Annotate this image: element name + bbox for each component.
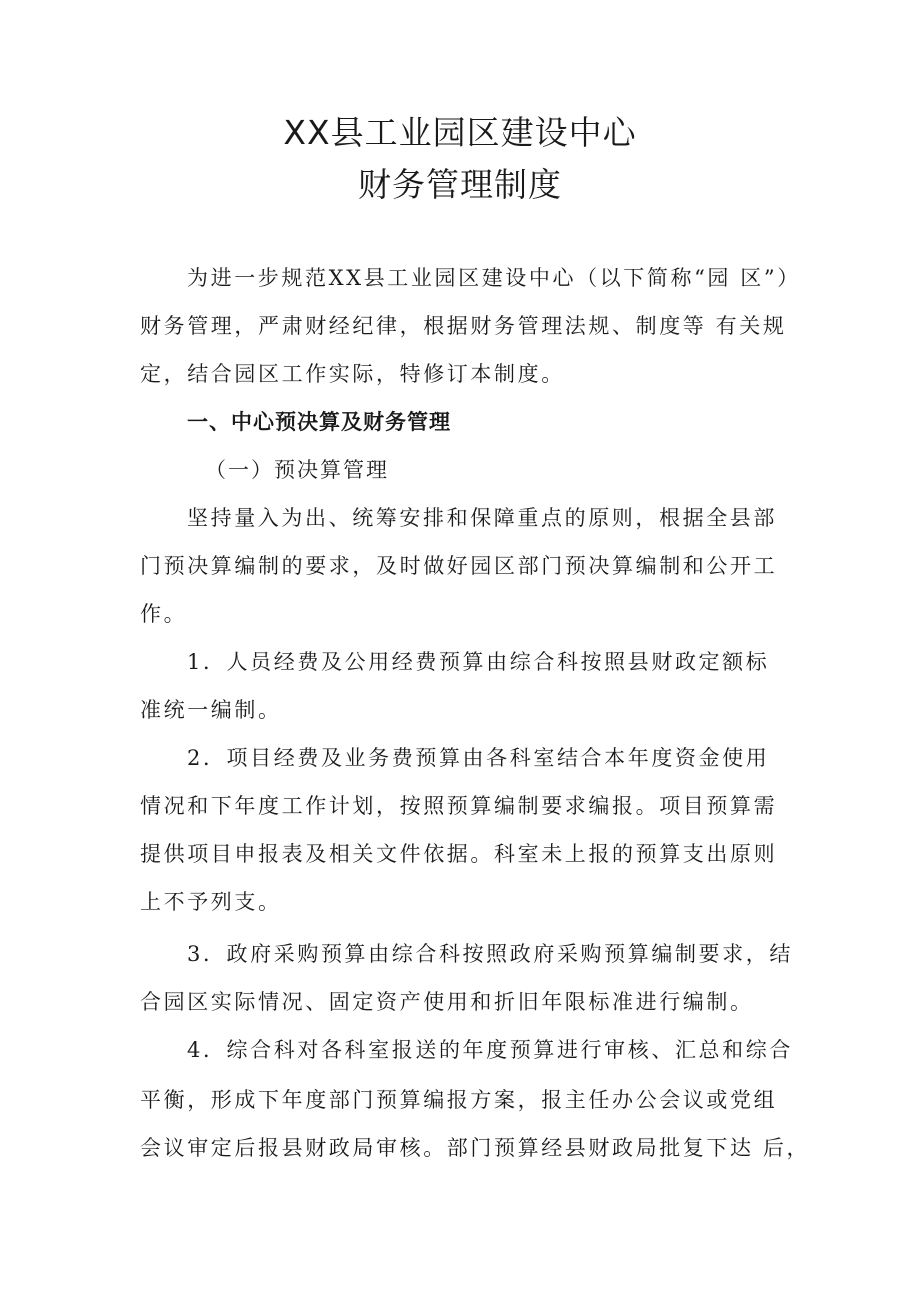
intro-line-1: 为进一步规范XX县工业园区建设中心（以下简称“园 区”）: [187, 266, 801, 290]
item1-line-2: 准统一编制。: [140, 698, 282, 722]
intro-line-2: 财务管理，严肃财经纪律，根据财务管理法规、制度等 有关规: [140, 314, 787, 338]
principle-line-2: 门预决算编制的要求，及时做好园区部门预决算编制和公开工: [140, 554, 778, 578]
item4-line-3: 会议审定后报县财政局审核。部门预算经县财政局批复下达 后，: [140, 1136, 811, 1160]
item2-line-4: 上不予列支。: [140, 890, 282, 914]
document-title: XX县工业园区建设中心: [283, 113, 637, 152]
item3-line-2: 合园区实际情况、固定资产使用和折旧年限标准进行编制。: [140, 990, 754, 1014]
intro-line-3: 定，结合园区工作实际，特修订本制度。: [140, 362, 565, 386]
item4-line-1: 4．综合科对各科室报送的年度预算进行审核、汇总和综合: [187, 1038, 793, 1062]
item3-line-1: 3．政府采购预算由综合科按照政府采购预算编制要求，结: [187, 942, 793, 966]
principle-line-1: 坚持量入为出、统筹安排和保障重点的原则，根据全县部: [187, 506, 777, 530]
item4-line-2: 平衡，形成下年度部门预算编报方案，报主任办公会议或党组: [140, 1088, 778, 1112]
document-subtitle: 财务管理制度: [358, 165, 562, 204]
section-heading: 一、中心预决算及财务管理: [187, 410, 451, 434]
item2-line-2: 情况和下年度工作计划，按照预算编制要求编报。项目预算需: [140, 794, 778, 818]
item2-line-1: 2．项目经费及业务费预算由各科室结合本年度资金使用: [187, 746, 770, 770]
subsection-heading: （一）预决算管理: [205, 458, 389, 482]
principle-line-3: 作。: [140, 602, 188, 626]
item1-line-1: 1．人员经费及公用经费预算由综合科按照县财政定额标: [187, 650, 770, 674]
item2-line-3: 提供项目申报表及相关文件依据。科室未上报的预算支出原则: [140, 842, 778, 866]
